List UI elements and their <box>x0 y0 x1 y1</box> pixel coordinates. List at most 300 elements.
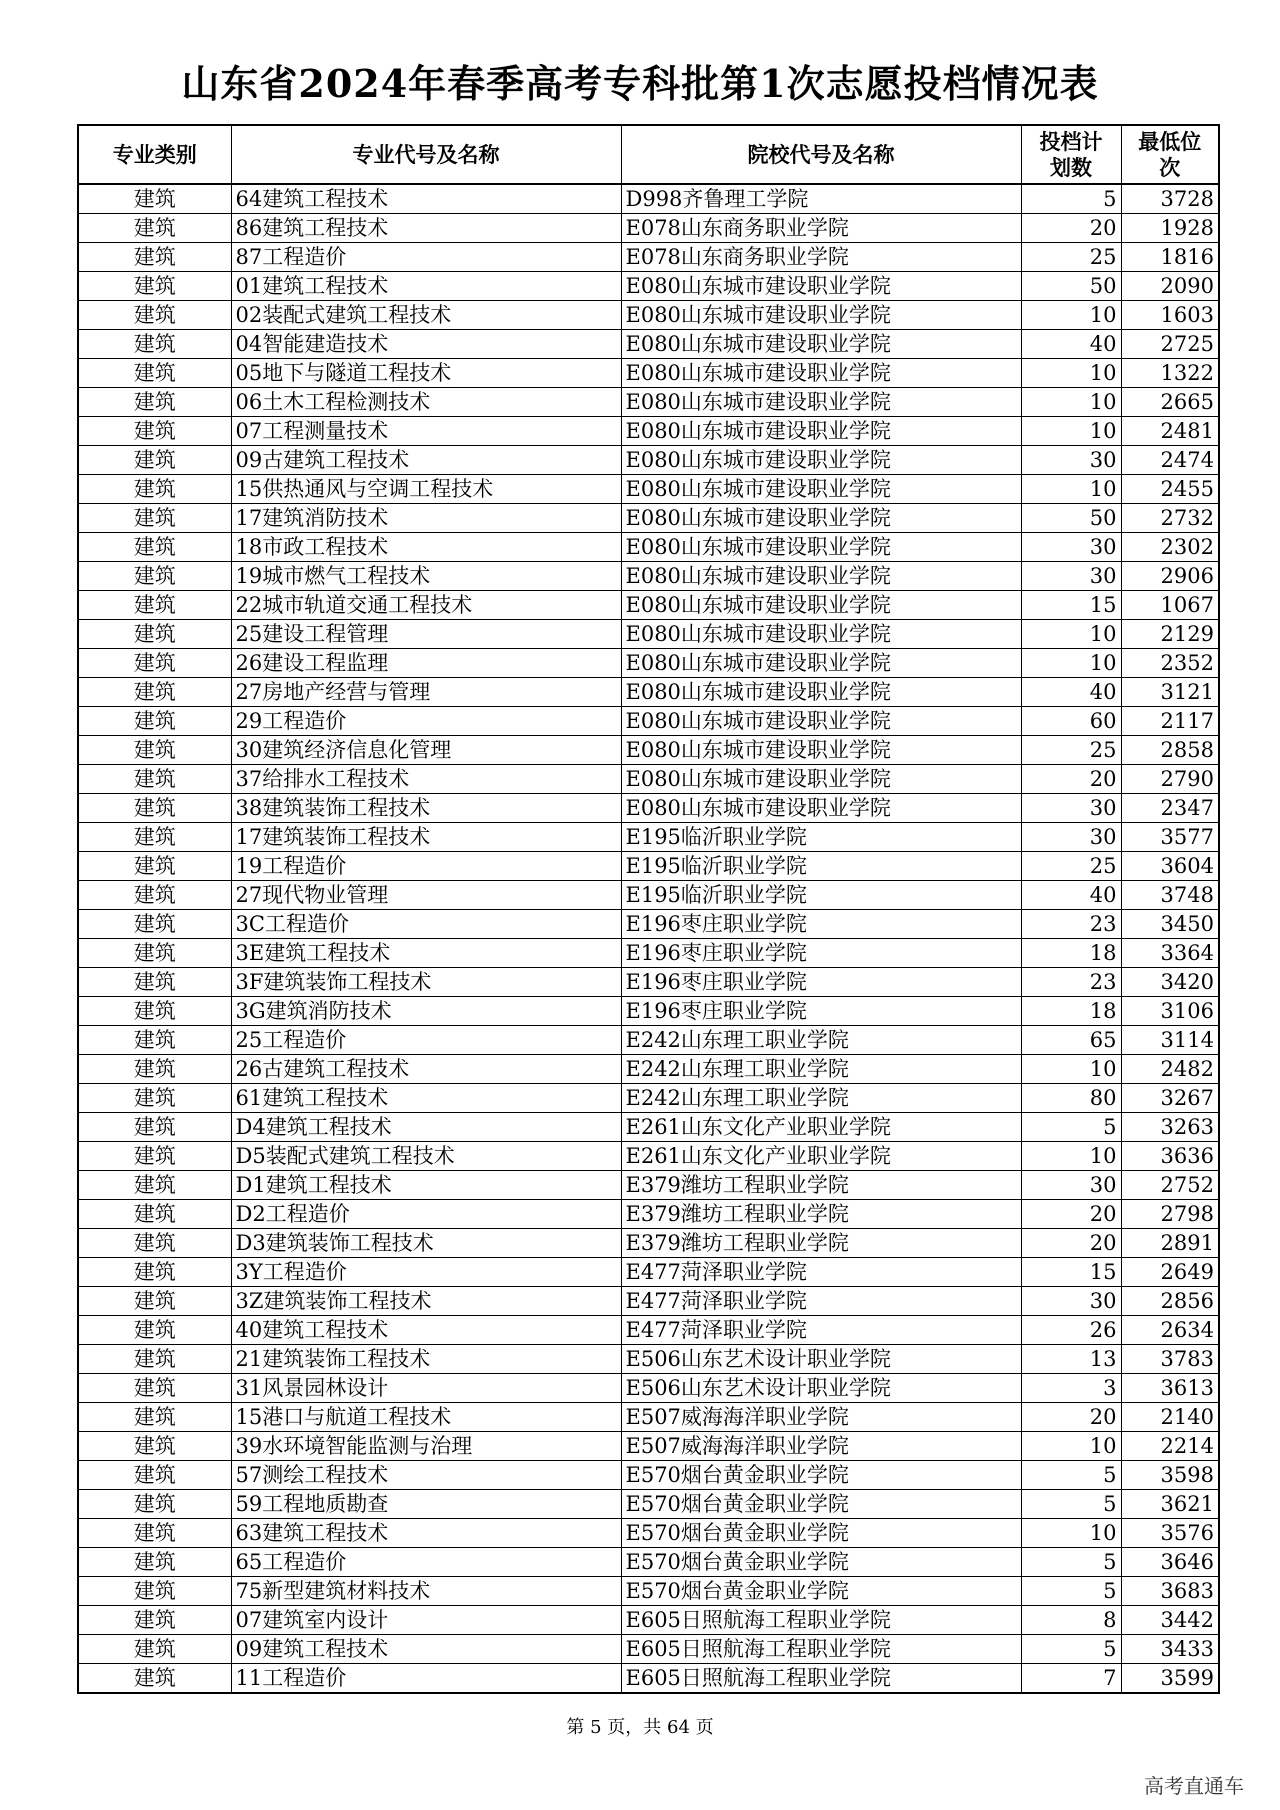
cell-rank: 3263 <box>1121 1113 1219 1142</box>
cell-category: 建筑 <box>78 1171 231 1200</box>
admission-table <box>77 124 1220 1694</box>
cell-category: 建筑 <box>78 1258 231 1287</box>
table-row <box>78 1432 1219 1461</box>
cell-major: D3建筑装饰工程技术 <box>231 1229 621 1258</box>
cell-category: 建筑 <box>78 1374 231 1403</box>
header-rank-line1: 最低位 <box>1138 128 1202 154</box>
cell-category: 建筑 <box>78 1345 231 1374</box>
cell-major: 05地下与隧道工程技术 <box>231 359 621 388</box>
table-row <box>78 881 1219 910</box>
cell-rank: 2214 <box>1121 1432 1219 1461</box>
cell-major: 37给排水工程技术 <box>231 765 621 794</box>
cell-plan: 5 <box>1021 1635 1121 1664</box>
cell-plan: 23 <box>1021 968 1121 997</box>
cell-school: E196枣庄职业学院 <box>621 997 1021 1026</box>
cell-plan: 25 <box>1021 852 1121 881</box>
table-row <box>78 1200 1219 1229</box>
table-row <box>78 1258 1219 1287</box>
cell-plan: 13 <box>1021 1345 1121 1374</box>
cell-school: E195临沂职业学院 <box>621 823 1021 852</box>
cell-rank: 2140 <box>1121 1403 1219 1432</box>
cell-plan: 50 <box>1021 272 1121 301</box>
cell-plan: 20 <box>1021 1200 1121 1229</box>
cell-major: 02装配式建筑工程技术 <box>231 301 621 330</box>
cell-rank: 3783 <box>1121 1345 1219 1374</box>
cell-category: 建筑 <box>78 852 231 881</box>
cell-school: E080山东城市建设职业学院 <box>621 649 1021 678</box>
cell-category: 建筑 <box>78 649 231 678</box>
cell-plan: 30 <box>1021 1287 1121 1316</box>
cell-school: E080山东城市建设职业学院 <box>621 330 1021 359</box>
header-plan-line2: 划数 <box>1050 154 1092 180</box>
cell-plan: 3 <box>1021 1374 1121 1403</box>
cell-school: E242山东理工职业学院 <box>621 1055 1021 1084</box>
cell-school: E477菏泽职业学院 <box>621 1316 1021 1345</box>
cell-major: 26建设工程监理 <box>231 649 621 678</box>
cell-major: 86建筑工程技术 <box>231 214 621 243</box>
cell-rank: 2906 <box>1121 562 1219 591</box>
cell-major: 39水环境智能监测与治理 <box>231 1432 621 1461</box>
cell-school: E080山东城市建设职业学院 <box>621 417 1021 446</box>
table-row <box>78 707 1219 736</box>
table-row <box>78 736 1219 765</box>
cell-rank: 3646 <box>1121 1548 1219 1577</box>
cell-school: E477菏泽职业学院 <box>621 1258 1021 1287</box>
cell-major: 38建筑装饰工程技术 <box>231 794 621 823</box>
cell-plan: 5 <box>1021 1490 1121 1519</box>
cell-major: 40建筑工程技术 <box>231 1316 621 1345</box>
cell-category: 建筑 <box>78 881 231 910</box>
cell-rank: 3728 <box>1121 184 1219 214</box>
cell-rank: 2858 <box>1121 736 1219 765</box>
cell-rank: 2732 <box>1121 504 1219 533</box>
cell-rank: 2474 <box>1121 446 1219 475</box>
cell-rank: 3577 <box>1121 823 1219 852</box>
table-row <box>78 1635 1219 1664</box>
cell-rank: 2891 <box>1121 1229 1219 1258</box>
cell-school: E080山东城市建设职业学院 <box>621 475 1021 504</box>
table-row <box>78 1461 1219 1490</box>
table-row <box>78 1519 1219 1548</box>
cell-school: E080山东城市建设职业学院 <box>621 446 1021 475</box>
cell-rank: 2481 <box>1121 417 1219 446</box>
cell-category: 建筑 <box>78 1084 231 1113</box>
cell-school: E196枣庄职业学院 <box>621 910 1021 939</box>
cell-rank: 1928 <box>1121 214 1219 243</box>
cell-major: 61建筑工程技术 <box>231 1084 621 1113</box>
cell-rank: 3683 <box>1121 1577 1219 1606</box>
cell-plan: 5 <box>1021 1461 1121 1490</box>
cell-major: 30建筑经济信息化管理 <box>231 736 621 765</box>
cell-school: E242山东理工职业学院 <box>621 1026 1021 1055</box>
cell-category: 建筑 <box>78 446 231 475</box>
table-row <box>78 1316 1219 1345</box>
cell-rank: 2482 <box>1121 1055 1219 1084</box>
cell-plan: 10 <box>1021 1519 1121 1548</box>
cell-category: 建筑 <box>78 330 231 359</box>
cell-major: 04智能建造技术 <box>231 330 621 359</box>
table-row <box>78 678 1219 707</box>
header-category: 专业类别 <box>78 125 231 184</box>
cell-major: 19城市燃气工程技术 <box>231 562 621 591</box>
cell-major: D1建筑工程技术 <box>231 1171 621 1200</box>
cell-plan: 23 <box>1021 910 1121 939</box>
cell-category: 建筑 <box>78 939 231 968</box>
cell-major: 87工程造价 <box>231 243 621 272</box>
cell-category: 建筑 <box>78 1403 231 1432</box>
cell-plan: 26 <box>1021 1316 1121 1345</box>
cell-category: 建筑 <box>78 1026 231 1055</box>
cell-major: 31风景园林设计 <box>231 1374 621 1403</box>
cell-rank: 3114 <box>1121 1026 1219 1055</box>
cell-category: 建筑 <box>78 359 231 388</box>
table-row <box>78 446 1219 475</box>
cell-rank: 2649 <box>1121 1258 1219 1287</box>
cell-category: 建筑 <box>78 968 231 997</box>
cell-rank: 2117 <box>1121 707 1219 736</box>
cell-category: 建筑 <box>78 1432 231 1461</box>
cell-category: 建筑 <box>78 475 231 504</box>
cell-rank: 2302 <box>1121 533 1219 562</box>
cell-plan: 30 <box>1021 823 1121 852</box>
cell-plan: 30 <box>1021 562 1121 591</box>
cell-rank: 3450 <box>1121 910 1219 939</box>
cell-plan: 18 <box>1021 939 1121 968</box>
table-row <box>78 359 1219 388</box>
cell-major: D4建筑工程技术 <box>231 1113 621 1142</box>
cell-major: 75新型建筑材料技术 <box>231 1577 621 1606</box>
cell-rank: 2790 <box>1121 765 1219 794</box>
cell-major: 65工程造价 <box>231 1548 621 1577</box>
header-major: 专业代号及名称 <box>231 125 621 184</box>
cell-major: 3E建筑工程技术 <box>231 939 621 968</box>
cell-plan: 20 <box>1021 765 1121 794</box>
cell-category: 建筑 <box>78 823 231 852</box>
table-row <box>78 649 1219 678</box>
cell-rank: 2347 <box>1121 794 1219 823</box>
table-row <box>78 243 1219 272</box>
cell-category: 建筑 <box>78 1287 231 1316</box>
cell-rank: 3748 <box>1121 881 1219 910</box>
table-row <box>78 1026 1219 1055</box>
cell-school: E507威海海洋职业学院 <box>621 1432 1021 1461</box>
watermark: 高考直通车 <box>1144 1774 1244 1798</box>
cell-rank: 2856 <box>1121 1287 1219 1316</box>
cell-school: E379潍坊工程职业学院 <box>621 1200 1021 1229</box>
cell-plan: 10 <box>1021 388 1121 417</box>
cell-major: 3G建筑消防技术 <box>231 997 621 1026</box>
cell-major: 3C工程造价 <box>231 910 621 939</box>
table-row <box>78 765 1219 794</box>
cell-plan: 5 <box>1021 1548 1121 1577</box>
table-row <box>78 184 1219 214</box>
cell-category: 建筑 <box>78 1142 231 1171</box>
cell-school: E080山东城市建设职业学院 <box>621 562 1021 591</box>
cell-major: 06土木工程检测技术 <box>231 388 621 417</box>
cell-category: 建筑 <box>78 1490 231 1519</box>
table-row <box>78 1229 1219 1258</box>
table-row <box>78 823 1219 852</box>
cell-category: 建筑 <box>78 388 231 417</box>
cell-major: 29工程造价 <box>231 707 621 736</box>
cell-category: 建筑 <box>78 301 231 330</box>
cell-plan: 65 <box>1021 1026 1121 1055</box>
cell-category: 建筑 <box>78 1055 231 1084</box>
cell-school: E570烟台黄金职业学院 <box>621 1577 1021 1606</box>
table-row <box>78 1664 1219 1694</box>
cell-plan: 10 <box>1021 1055 1121 1084</box>
cell-major: 09建筑工程技术 <box>231 1635 621 1664</box>
cell-school: E195临沂职业学院 <box>621 852 1021 881</box>
cell-rank: 2455 <box>1121 475 1219 504</box>
cell-category: 建筑 <box>78 504 231 533</box>
cell-school: E080山东城市建设职业学院 <box>621 678 1021 707</box>
cell-plan: 30 <box>1021 1171 1121 1200</box>
cell-category: 建筑 <box>78 765 231 794</box>
cell-school: E605日照航海工程职业学院 <box>621 1635 1021 1664</box>
cell-rank: 2634 <box>1121 1316 1219 1345</box>
cell-rank: 2665 <box>1121 388 1219 417</box>
cell-rank: 3267 <box>1121 1084 1219 1113</box>
cell-major: 64建筑工程技术 <box>231 184 621 214</box>
cell-major: 07工程测量技术 <box>231 417 621 446</box>
cell-school: E570烟台黄金职业学院 <box>621 1490 1021 1519</box>
cell-category: 建筑 <box>78 1606 231 1635</box>
cell-school: E080山东城市建设职业学院 <box>621 388 1021 417</box>
table-row <box>78 504 1219 533</box>
cell-school: E477菏泽职业学院 <box>621 1287 1021 1316</box>
cell-rank: 3442 <box>1121 1606 1219 1635</box>
table-row <box>78 272 1219 301</box>
table-row <box>78 794 1219 823</box>
cell-category: 建筑 <box>78 736 231 765</box>
cell-rank: 3613 <box>1121 1374 1219 1403</box>
cell-plan: 10 <box>1021 417 1121 446</box>
cell-plan: 18 <box>1021 997 1121 1026</box>
cell-school: E379潍坊工程职业学院 <box>621 1229 1021 1258</box>
cell-school: E570烟台黄金职业学院 <box>621 1461 1021 1490</box>
cell-category: 建筑 <box>78 184 231 214</box>
cell-plan: 25 <box>1021 736 1121 765</box>
table-row <box>78 1084 1219 1113</box>
table-header-row <box>78 125 1219 184</box>
cell-school: E080山东城市建设职业学院 <box>621 272 1021 301</box>
cell-school: E080山东城市建设职业学院 <box>621 794 1021 823</box>
cell-school: E195临沂职业学院 <box>621 881 1021 910</box>
cell-school: E078山东商务职业学院 <box>621 214 1021 243</box>
cell-plan: 5 <box>1021 184 1121 214</box>
cell-rank: 2752 <box>1121 1171 1219 1200</box>
cell-plan: 7 <box>1021 1664 1121 1694</box>
cell-category: 建筑 <box>78 1548 231 1577</box>
cell-plan: 20 <box>1021 214 1121 243</box>
cell-school: E080山东城市建设职业学院 <box>621 504 1021 533</box>
cell-plan: 50 <box>1021 504 1121 533</box>
cell-school: E261山东文化产业职业学院 <box>621 1142 1021 1171</box>
cell-category: 建筑 <box>78 1229 231 1258</box>
cell-major: 15供热通风与空调工程技术 <box>231 475 621 504</box>
cell-school: E242山东理工职业学院 <box>621 1084 1021 1113</box>
cell-school: E080山东城市建设职业学院 <box>621 765 1021 794</box>
table-row <box>78 1490 1219 1519</box>
cell-major: 01建筑工程技术 <box>231 272 621 301</box>
cell-school: E570烟台黄金职业学院 <box>621 1519 1021 1548</box>
cell-school: E196枣庄职业学院 <box>621 939 1021 968</box>
table-row <box>78 1606 1219 1635</box>
cell-major: 63建筑工程技术 <box>231 1519 621 1548</box>
page-title: 山东省2024年春季高考专科批第1次志愿投档情况表 <box>181 61 1099 106</box>
table-row <box>78 475 1219 504</box>
cell-category: 建筑 <box>78 417 231 446</box>
cell-category: 建筑 <box>78 1316 231 1345</box>
cell-plan: 10 <box>1021 301 1121 330</box>
cell-category: 建筑 <box>78 707 231 736</box>
cell-category: 建筑 <box>78 1461 231 1490</box>
cell-plan: 30 <box>1021 794 1121 823</box>
table-row <box>78 562 1219 591</box>
cell-major: 25建设工程管理 <box>231 620 621 649</box>
cell-plan: 20 <box>1021 1403 1121 1432</box>
cell-rank: 3121 <box>1121 678 1219 707</box>
cell-rank: 2725 <box>1121 330 1219 359</box>
cell-school: E605日照航海工程职业学院 <box>621 1664 1021 1694</box>
cell-major: 27房地产经营与管理 <box>231 678 621 707</box>
cell-plan: 60 <box>1021 707 1121 736</box>
cell-plan: 5 <box>1021 1577 1121 1606</box>
cell-rank: 3420 <box>1121 968 1219 997</box>
cell-plan: 10 <box>1021 475 1121 504</box>
cell-plan: 10 <box>1021 620 1121 649</box>
table-row <box>78 1055 1219 1084</box>
cell-plan: 80 <box>1021 1084 1121 1113</box>
cell-plan: 30 <box>1021 533 1121 562</box>
cell-rank: 3106 <box>1121 997 1219 1026</box>
cell-school: E080山东城市建设职业学院 <box>621 533 1021 562</box>
cell-major: 26古建筑工程技术 <box>231 1055 621 1084</box>
table-row <box>78 1287 1219 1316</box>
cell-school: E507威海海洋职业学院 <box>621 1403 1021 1432</box>
table-row <box>78 910 1219 939</box>
cell-category: 建筑 <box>78 562 231 591</box>
header-school: 院校代号及名称 <box>621 125 1021 184</box>
cell-major: 3Y工程造价 <box>231 1258 621 1287</box>
cell-plan: 8 <box>1021 1606 1121 1635</box>
cell-major: 15港口与航道工程技术 <box>231 1403 621 1432</box>
cell-rank: 3621 <box>1121 1490 1219 1519</box>
page-footer: 第 5 页，共 64 页 <box>566 1717 714 1738</box>
cell-rank: 3636 <box>1121 1142 1219 1171</box>
table-row <box>78 997 1219 1026</box>
cell-major: 18市政工程技术 <box>231 533 621 562</box>
table-row <box>78 620 1219 649</box>
cell-rank: 1816 <box>1121 243 1219 272</box>
cell-plan: 25 <box>1021 243 1121 272</box>
header-plan-line1: 投档计 <box>1039 128 1103 154</box>
cell-school: E080山东城市建设职业学院 <box>621 591 1021 620</box>
table-row <box>78 214 1219 243</box>
cell-category: 建筑 <box>78 794 231 823</box>
cell-category: 建筑 <box>78 533 231 562</box>
cell-rank: 2090 <box>1121 272 1219 301</box>
cell-major: 3F建筑装饰工程技术 <box>231 968 621 997</box>
cell-major: 09古建筑工程技术 <box>231 446 621 475</box>
cell-category: 建筑 <box>78 591 231 620</box>
table-row <box>78 939 1219 968</box>
cell-major: 07建筑室内设计 <box>231 1606 621 1635</box>
cell-major: 59工程地质勘查 <box>231 1490 621 1519</box>
table-row <box>78 1345 1219 1374</box>
cell-plan: 40 <box>1021 678 1121 707</box>
cell-school: E261山东文化产业职业学院 <box>621 1113 1021 1142</box>
table-row <box>78 1113 1219 1142</box>
cell-plan: 5 <box>1021 1113 1121 1142</box>
cell-rank: 2129 <box>1121 620 1219 649</box>
cell-plan: 10 <box>1021 649 1121 678</box>
cell-category: 建筑 <box>78 620 231 649</box>
cell-major: 19工程造价 <box>231 852 621 881</box>
cell-school: E379潍坊工程职业学院 <box>621 1171 1021 1200</box>
cell-school: E080山东城市建设职业学院 <box>621 736 1021 765</box>
cell-major: 17建筑消防技术 <box>231 504 621 533</box>
cell-major: 57测绘工程技术 <box>231 1461 621 1490</box>
table-row <box>78 968 1219 997</box>
table-row <box>78 533 1219 562</box>
cell-plan: 10 <box>1021 1142 1121 1171</box>
table-row <box>78 591 1219 620</box>
cell-rank: 3604 <box>1121 852 1219 881</box>
cell-rank: 1603 <box>1121 301 1219 330</box>
table-row <box>78 417 1219 446</box>
cell-category: 建筑 <box>78 1577 231 1606</box>
cell-major: 22城市轨道交通工程技术 <box>231 591 621 620</box>
cell-category: 建筑 <box>78 910 231 939</box>
cell-rank: 3576 <box>1121 1519 1219 1548</box>
cell-rank: 1067 <box>1121 591 1219 620</box>
cell-category: 建筑 <box>78 1113 231 1142</box>
cell-plan: 10 <box>1021 1432 1121 1461</box>
cell-rank: 2352 <box>1121 649 1219 678</box>
cell-school: E078山东商务职业学院 <box>621 243 1021 272</box>
cell-plan: 40 <box>1021 881 1121 910</box>
cell-category: 建筑 <box>78 1519 231 1548</box>
cell-rank: 1322 <box>1121 359 1219 388</box>
cell-major: 3Z建筑装饰工程技术 <box>231 1287 621 1316</box>
cell-major: 11工程造价 <box>231 1664 621 1694</box>
cell-rank: 3364 <box>1121 939 1219 968</box>
cell-school: E605日照航海工程职业学院 <box>621 1606 1021 1635</box>
cell-school: E506山东艺术设计职业学院 <box>621 1345 1021 1374</box>
table-row <box>78 388 1219 417</box>
cell-rank: 3598 <box>1121 1461 1219 1490</box>
cell-plan: 15 <box>1021 591 1121 620</box>
table-row <box>78 1374 1219 1403</box>
cell-school: E570烟台黄金职业学院 <box>621 1548 1021 1577</box>
cell-category: 建筑 <box>78 1664 231 1694</box>
cell-school: E080山东城市建设职业学院 <box>621 359 1021 388</box>
header-rank-line2: 次 <box>1159 154 1181 180</box>
table-row <box>78 852 1219 881</box>
table-row <box>78 301 1219 330</box>
cell-category: 建筑 <box>78 214 231 243</box>
cell-plan: 40 <box>1021 330 1121 359</box>
cell-plan: 30 <box>1021 446 1121 475</box>
cell-category: 建筑 <box>78 272 231 301</box>
table-row <box>78 330 1219 359</box>
table-body <box>78 184 1219 1693</box>
cell-rank: 3599 <box>1121 1664 1219 1694</box>
cell-plan: 20 <box>1021 1229 1121 1258</box>
table-row <box>78 1403 1219 1432</box>
